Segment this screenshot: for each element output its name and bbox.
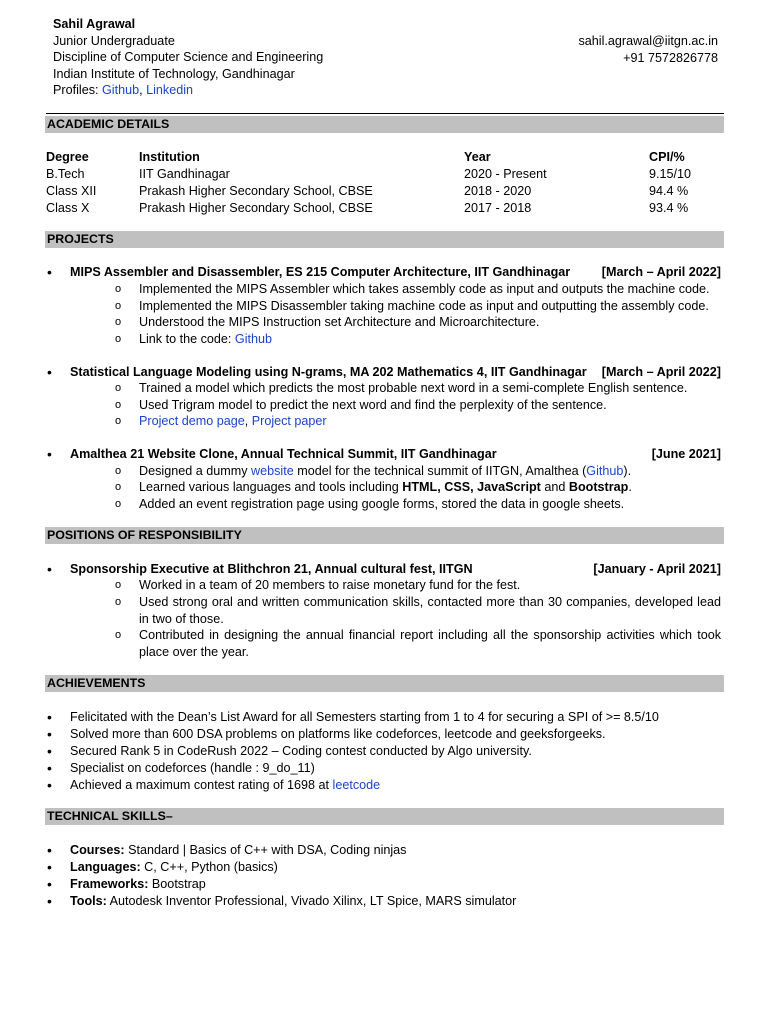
project-3-date: [June 2021]	[651, 447, 721, 461]
project-2-point-3	[139, 413, 327, 430]
institution-cell: Prakash Higher Secondary School, CBSE	[139, 201, 373, 215]
profiles-comma: ,	[139, 83, 147, 98]
degree-cell: B.Tech	[46, 167, 85, 181]
languages-value: C, C++, Python (basics)	[140, 860, 278, 874]
text-segment: Designed a dummy	[139, 464, 251, 478]
bullet-icon	[47, 709, 55, 727]
project-3-title: Amalthea 21 Website Clone, Annual Technical Summit, IIT Gandhinagar	[70, 447, 497, 461]
circle-bullet-icon: o	[115, 481, 122, 493]
year-cell: 2018 - 2020	[464, 184, 532, 198]
project-3-point-1	[139, 463, 631, 480]
circle-bullet-icon: o	[115, 596, 122, 608]
achievement-1: Felicitated with the Dean’s List Award for all Semesters starting from 1 to 4 for securing a SPI of >= 8.5/10	[70, 710, 659, 724]
project-1-date: [March – April 2022]	[601, 265, 721, 279]
project-3-point-2	[139, 479, 632, 496]
frameworks-value: Bootstrap	[148, 877, 206, 891]
project-paper-link[interactable]: Project paper	[251, 414, 327, 428]
cpi-cell: 94.4 %	[649, 184, 689, 198]
section-academic-title: ACADEMIC DETAILS	[45, 116, 724, 133]
project-1-title: MIPS Assembler and Disassembler, ES 215 Computer Architecture, IIT Gandhinagar	[70, 265, 571, 279]
achievement-4: Specialist on codeforces (handle : 9_do_11)	[70, 761, 315, 775]
project-1-github-link[interactable]: Github	[234, 332, 273, 346]
project-2-point-2: Used Trigram model to predict the next word and find the perplexity of the sentence.	[139, 398, 607, 412]
bullet-icon	[47, 446, 55, 464]
tech-list: HTML, CSS, JavaScript	[402, 480, 541, 494]
project-1-point-4	[139, 331, 272, 348]
circle-bullet-icon: o	[115, 333, 122, 345]
section-achievements-title: ACHIEVEMENTS	[45, 675, 724, 692]
project-1-point-1: Implemented the MIPS Assembler which takes assembly code as input and outputs the machine code.	[139, 282, 710, 296]
col-institution: Institution	[139, 150, 200, 164]
project-2-date: [March – April 2022]	[601, 365, 721, 379]
circle-bullet-icon: o	[115, 316, 122, 328]
skill-courses	[70, 842, 406, 859]
links-separator: ,	[244, 414, 252, 428]
bullet-icon	[47, 264, 55, 282]
website-link[interactable]: website	[251, 464, 294, 478]
bullet-icon	[47, 893, 55, 911]
project-2-point-1: Trained a model which predicts the most probable next word in a semi-complete English sentence.	[139, 381, 688, 395]
circle-bullet-icon: o	[115, 465, 122, 477]
text-segment: ).	[623, 464, 632, 478]
candidate-name: Sahil Agrawal	[53, 17, 136, 31]
table-row	[46, 166, 722, 183]
bullet-icon	[47, 777, 55, 795]
leetcode-link[interactable]: leetcode	[332, 778, 381, 792]
achievement-2: Solved more than 600 DSA problems on platforms like codeforces, leetcode and geeksforgeeks.	[70, 727, 606, 741]
text-segment: .	[628, 480, 632, 494]
header-line-3: Indian Institute of Technology, Gandhinagar	[53, 66, 295, 81]
cpi-cell: 93.4 %	[649, 201, 689, 215]
text-segment: model for the technical summit of IITGN, Amalthea (	[293, 464, 587, 478]
year-cell: 2020 - Present	[464, 167, 547, 181]
col-cpi: CPI/%	[649, 150, 685, 164]
bullet-icon	[47, 743, 55, 761]
tools-value: Autodesk Inventor Professional, Vivado Xilinx, LT Spice, MARS simulator	[106, 894, 517, 908]
text-segment: Learned various languages and tools including	[139, 480, 403, 494]
section-projects-title: PROJECTS	[45, 231, 724, 248]
col-year: Year	[464, 150, 491, 164]
section-skills-title: TECHNICAL SKILLS–	[45, 808, 724, 825]
bullet-icon	[47, 859, 55, 877]
tech-bootstrap: Bootstrap	[568, 480, 629, 494]
degree-cell: Class XII	[46, 184, 97, 198]
phone: +91 7572826778	[623, 50, 718, 65]
circle-bullet-icon: o	[115, 579, 122, 591]
courses-value: Standard | Basics of C++ with DSA, Coding ninjas	[124, 843, 407, 857]
circle-bullet-icon: o	[115, 399, 122, 411]
frameworks-label: Frameworks:	[70, 877, 149, 891]
text-segment: Achieved a maximum contest rating of 1698 at	[70, 778, 333, 792]
position-point-2: Used strong oral and written communication skills, contacted more than 30 companies, developed lead in two of those.	[139, 595, 721, 626]
project-3-point-3: Added an event registration page using google forms, stored the data in google sheets.	[139, 497, 625, 511]
table-row	[46, 200, 722, 217]
year-cell: 2017 - 2018	[464, 201, 532, 215]
courses-label: Courses:	[70, 843, 125, 857]
header-line-1: Junior Undergraduate	[53, 33, 175, 48]
bullet-icon	[47, 876, 55, 894]
project-3-github-link[interactable]: Github	[586, 464, 624, 478]
academic-header-row	[46, 149, 722, 166]
col-degree: Degree	[46, 150, 89, 164]
text-segment: and	[540, 480, 569, 494]
table-row	[46, 183, 722, 200]
skill-tools	[70, 893, 516, 910]
circle-bullet-icon: o	[115, 283, 122, 295]
project-2-title: Statistical Language Modeling using N-grams, MA 202 Mathematics 4, IIT Gandhinagar	[70, 365, 587, 379]
degree-cell: Class X	[46, 201, 90, 215]
circle-bullet-icon: o	[115, 498, 122, 510]
skill-languages	[70, 859, 278, 876]
institution-cell: Prakash Higher Secondary School, CBSE	[139, 184, 373, 198]
bullet-icon	[47, 364, 55, 382]
bullet-icon	[47, 760, 55, 778]
github-profile-link[interactable]: Github	[102, 83, 140, 98]
position-date: [January - April 2021]	[593, 562, 721, 576]
bullet-icon	[47, 561, 55, 579]
circle-bullet-icon: o	[115, 415, 122, 427]
project-1-point-2: Implemented the MIPS Disassembler taking machine code as input and outputting the assembly code.	[139, 299, 709, 313]
circle-bullet-icon: o	[115, 382, 122, 394]
position-point-3: Contributed in designing the annual financial report including all the sponsorship activities which took place over the year.	[139, 628, 721, 659]
linkedin-profile-link[interactable]: Linkedin	[146, 83, 194, 98]
code-link-prefix: Link to the code:	[139, 332, 235, 346]
position-point-1: Worked in a team of 20 members to raise monetary fund for the fest.	[139, 578, 521, 592]
tools-label: Tools:	[70, 894, 107, 908]
bullet-icon	[47, 726, 55, 744]
skill-frameworks	[70, 876, 206, 893]
header-right	[579, 33, 719, 66]
cpi-cell: 9.15/10	[649, 167, 692, 181]
position-title: Sponsorship Executive at Blithchron 21, Annual cultural fest, IITGN	[70, 562, 473, 576]
achievement-5	[70, 777, 380, 794]
profiles-line	[53, 82, 323, 99]
header-line-2: Discipline of Computer Science and Engineering	[53, 50, 324, 65]
project-1-point-3: Understood the MIPS Instruction set Architecture and Microarchitecture.	[139, 315, 540, 329]
header-divider	[46, 113, 724, 114]
languages-label: Languages:	[70, 860, 141, 874]
circle-bullet-icon: o	[115, 300, 122, 312]
header-left	[53, 16, 323, 99]
section-positions-title: POSITIONS OF RESPONSIBILITY	[45, 527, 724, 544]
email: sahil.agrawal@iitgn.ac.in	[578, 34, 718, 48]
institution-cell: IIT Gandhinagar	[139, 167, 230, 181]
profiles-label: Profiles:	[53, 83, 102, 98]
bullet-icon	[47, 842, 55, 860]
project-demo-link[interactable]: Project demo page	[139, 414, 245, 428]
circle-bullet-icon: o	[115, 629, 122, 641]
achievement-3: Secured Rank 5 in CodeRush 2022 – Coding contest conducted by Algo university.	[70, 744, 532, 758]
